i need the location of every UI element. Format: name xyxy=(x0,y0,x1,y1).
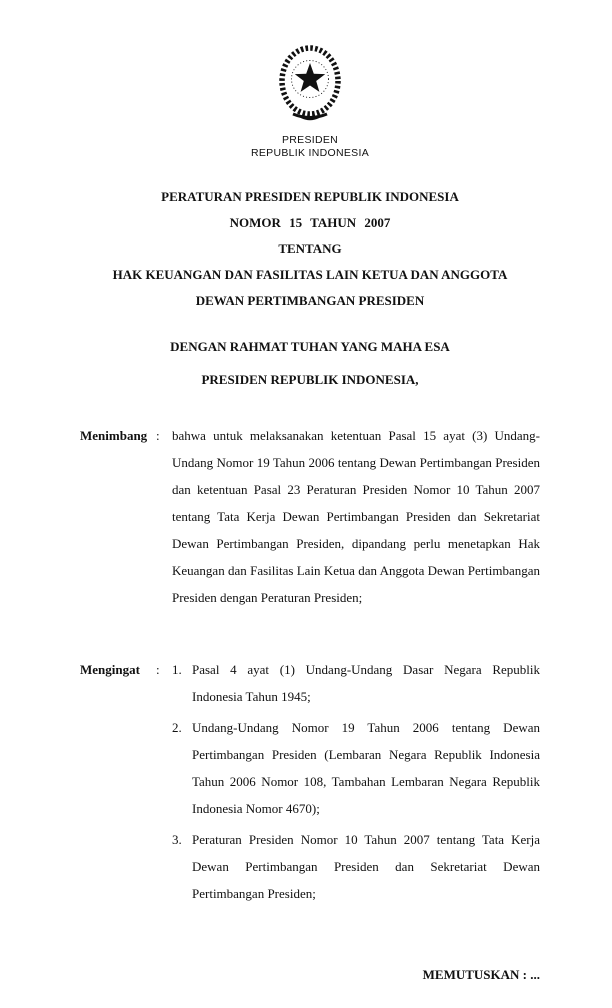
title-number: NOMOR 15 TAHUN 2007 xyxy=(229,215,391,230)
item-text: Peraturan Presiden Nomor 10 Tahun 2007 tentang Tata Kerja Dewan Pertimbangan Presiden dan Sekretariat Dewan Pertimbangan Presiden; xyxy=(192,832,540,901)
item-number: 2. xyxy=(172,720,182,735)
mengingat-colon: : xyxy=(156,662,160,677)
title-subject-line2: DEWAN PERTIMBANGAN PRESIDEN xyxy=(195,293,425,308)
section-mengingat xyxy=(80,656,540,911)
menimbang-text: bahwa untuk melaksanakan ketentuan Pasal 15 ayat (3) Undang-Undang Nomor 19 Tahun 2006 tentang Dewan Pertimbangan Presiden dan ketentuan Pasal 23 Peraturan Presiden Nomor 10 Tahun 2007 tentang Tata Kerja Dewan Pertimbangan Presiden dan Sekretariat Dewan Pertimbangan Presiden, dipandang perlu menetapkan Hak Keuangan dan Fasilitas Lain Ketua dan Anggota Dewan Pertimbangan Presiden dengan Peraturan Presiden; xyxy=(172,428,540,605)
star-wreath-emblem-icon xyxy=(271,42,349,124)
title-regulation: PERATURAN PRESIDEN REPUBLIK INDONESIA xyxy=(161,189,459,204)
item-number: 3. xyxy=(172,832,182,847)
item-number: 1. xyxy=(172,662,182,677)
letterhead xyxy=(80,134,540,160)
title-tentang: TENTANG xyxy=(278,241,342,256)
mengingat-label: Mengingat xyxy=(80,662,140,677)
mengingat-items xyxy=(172,656,540,911)
menimbang-label: Menimbang xyxy=(80,428,148,443)
letterhead-line-presiden: PRESIDEN xyxy=(281,134,339,146)
item-text: Pasal 4 ayat (1) Undang-Undang Dasar Negara Republik Indonesia Tahun 1945; xyxy=(192,662,540,704)
mengingat-item xyxy=(172,826,540,907)
title-subject-line1: HAK KEUANGAN DAN FASILITAS LAIN KETUA DAN ANGGOTA xyxy=(112,267,508,282)
invocation-line: DENGAN RAHMAT TUHAN YANG MAHA ESA xyxy=(170,339,450,354)
letterhead-emblem xyxy=(80,42,540,129)
letterhead-line-republik: REPUBLIK INDONESIA xyxy=(250,147,369,159)
memutuskan-line: MEMUTUSKAN : ... xyxy=(422,967,540,982)
item-text: Undang-Undang Nomor 19 Tahun 2006 tentang Dewan Pertimbangan Presiden (Lembaran Negara Republik Indonesia Tahun 2006 Nomor 108, Tambahan Lembaran Negara Republik Indonesia Nomor 4670); xyxy=(192,720,540,816)
document-title xyxy=(80,184,540,314)
section-menimbang xyxy=(80,422,540,611)
menimbang-colon: : xyxy=(156,428,160,443)
mengingat-item xyxy=(172,714,540,822)
issuer-line: PRESIDEN REPUBLIK INDONESIA, xyxy=(201,372,419,387)
mengingat-item xyxy=(172,656,540,710)
